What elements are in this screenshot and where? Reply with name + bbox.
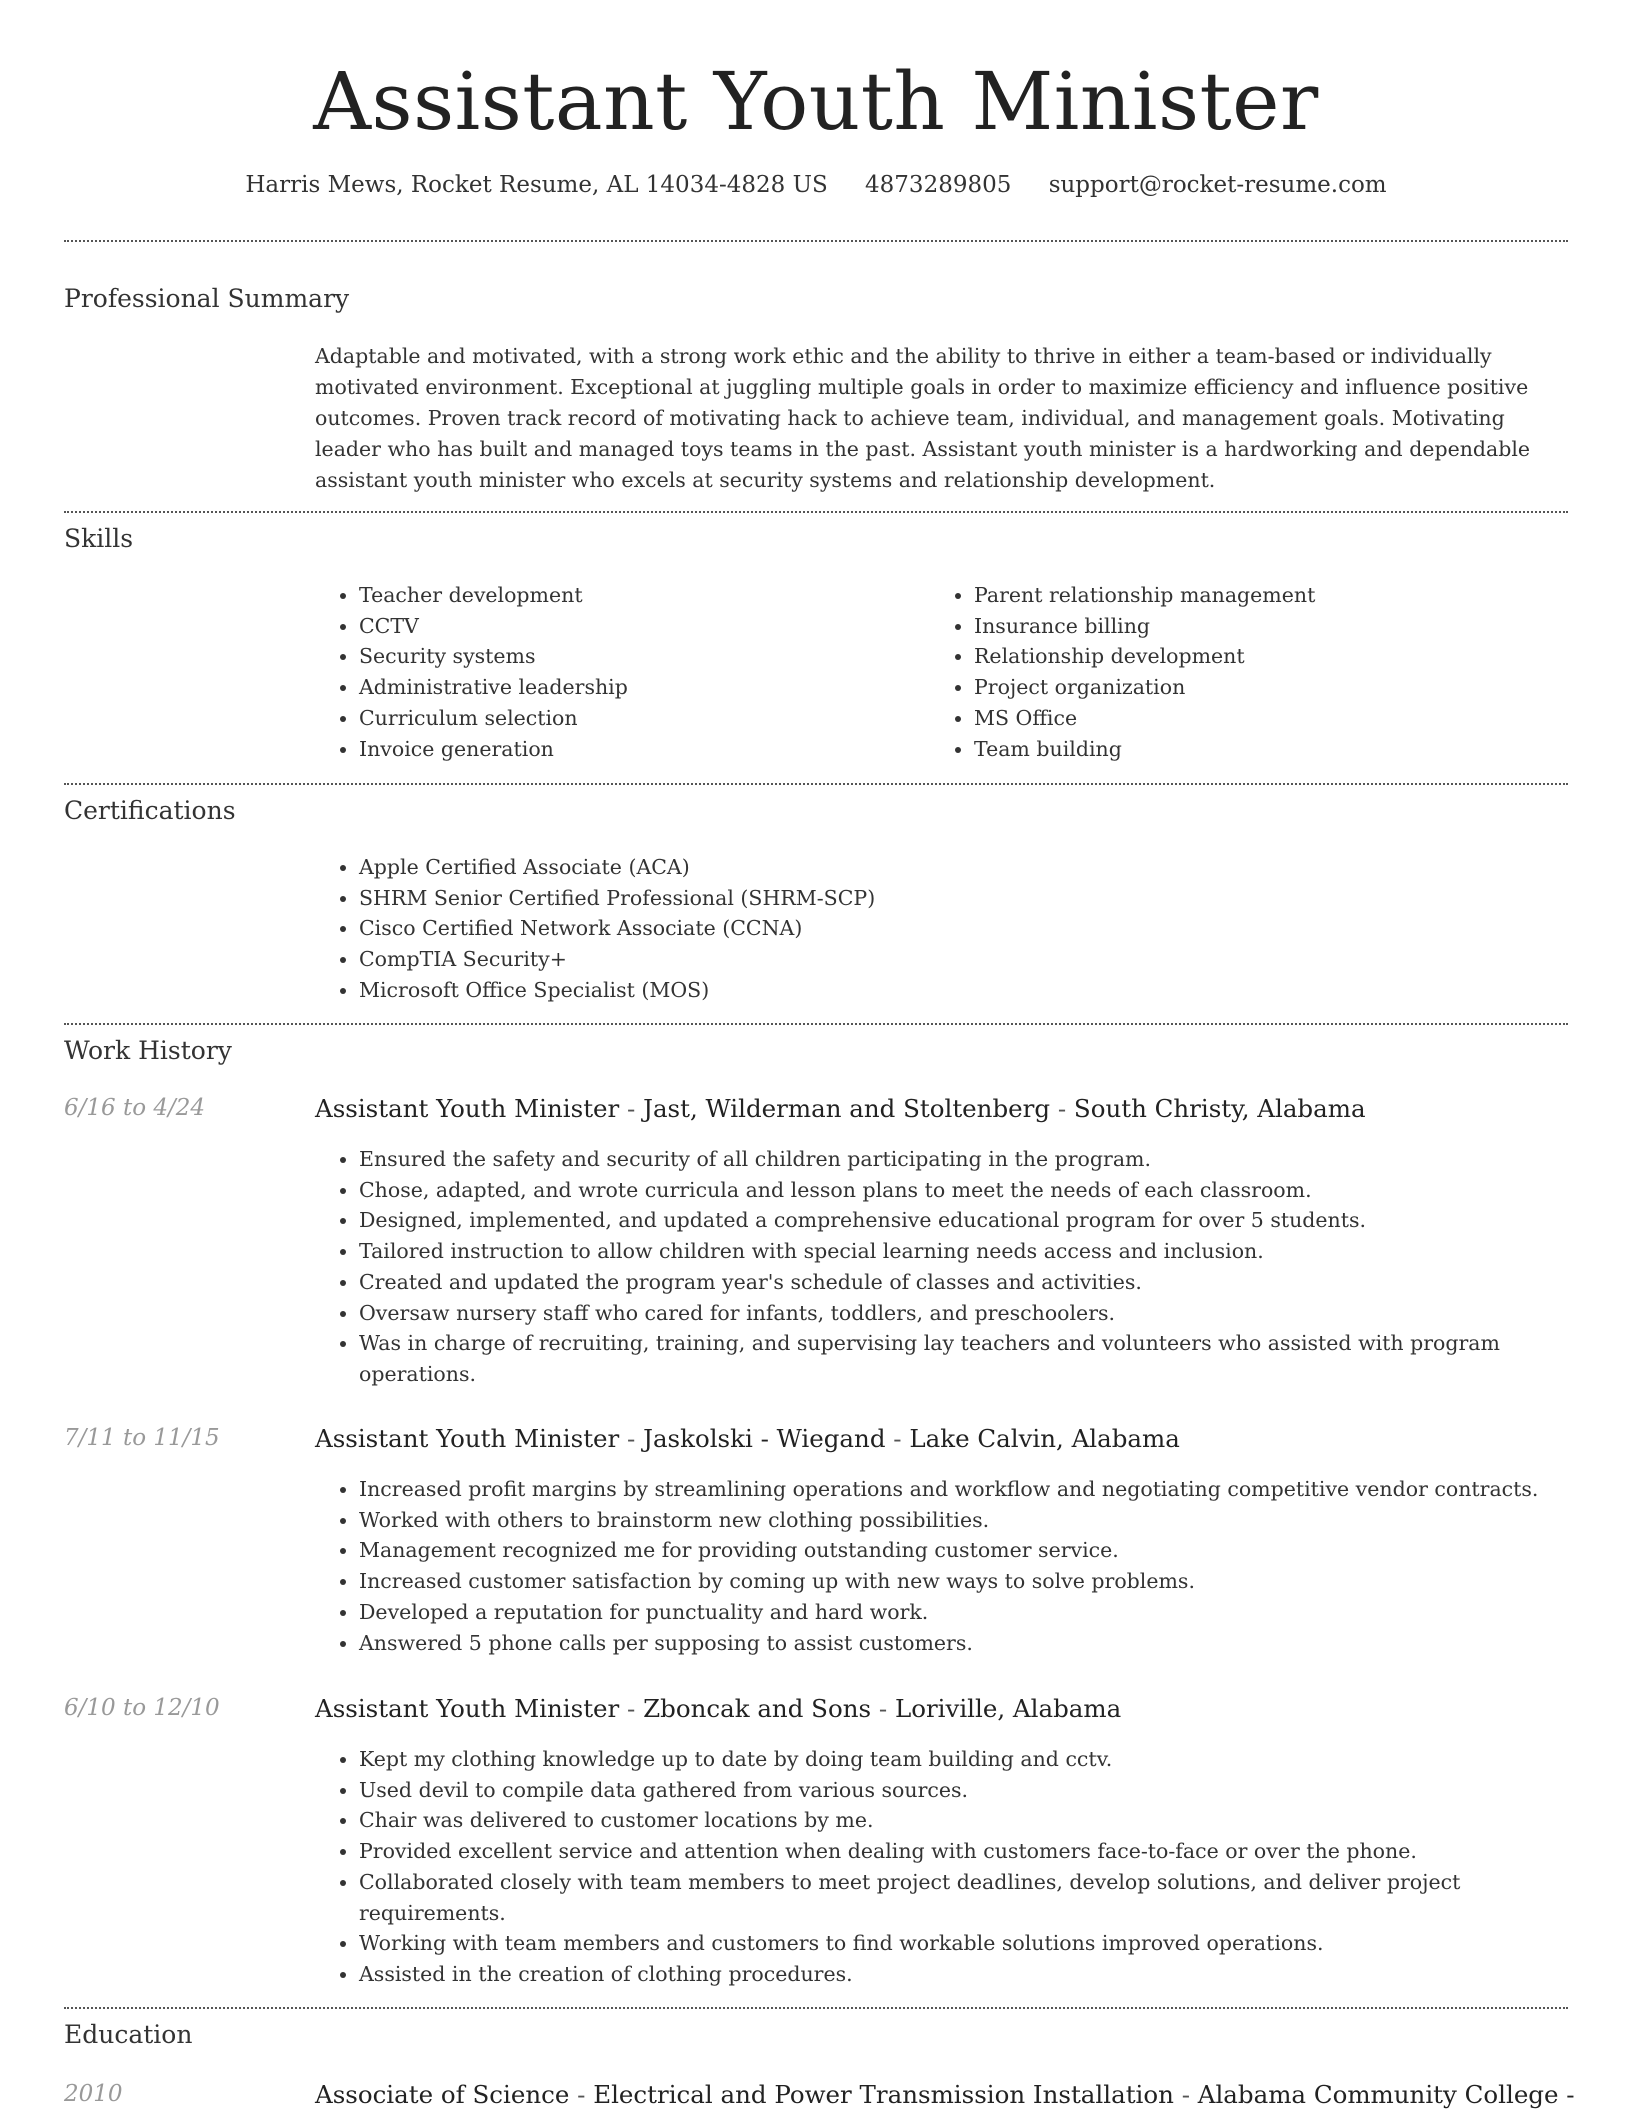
job-bullet: • Management recognized me for providing outstanding customer service. [359, 1535, 1612, 1566]
job-bullet: • Oversaw nursery staff who cared for infants, toddlers, and preschoolers. [359, 1298, 1559, 1329]
resume-page [64, 0, 1575, 2109]
education-heading: Associate of Science - Electrical and Power Transmission Installation - Alabama Community College - [315, 2080, 1575, 2109]
section-title-summary: Professional Summary [64, 284, 350, 313]
skills-list-right [930, 580, 1574, 764]
job-bullet: • Developed a reputation for punctuality and hard work. [359, 1597, 1612, 1628]
section-title-work-history: Work History [64, 1036, 232, 1065]
skill-item: • Project organization [974, 672, 1574, 703]
job-bullet: • Worked with others to brainstorm new clothing possibilities. [359, 1505, 1612, 1536]
job-bullet: • Used devil to compile data gathered from various sources. [359, 1775, 1559, 1806]
job-bullet: • Assisted in the creation of clothing procedures. [359, 1959, 1559, 1990]
education-year: 2010 [64, 2081, 123, 2107]
skills-list-left [315, 580, 919, 764]
job-bullet: • Answered 5 phone calls per supposing to assist customers. [359, 1628, 1612, 1659]
job-bullets [315, 1744, 1559, 1990]
section-title-certifications: Certifications [64, 796, 236, 825]
skill-item: • Curriculum selection [359, 703, 919, 734]
job-bullet: • Kept my clothing knowledge up to date by doing team building and cctv. [359, 1744, 1559, 1775]
contact-phone: 4873289805 [865, 172, 1012, 198]
job-bullet: • Increased profit margins by streamlining operations and workflow and negotiating competitive vendor contracts. [359, 1474, 1612, 1505]
skill-item: • Insurance billing [974, 611, 1574, 642]
job-bullet: • Chair was delivered to customer locations by me. [359, 1805, 1559, 1836]
job-bullet: • Ensured the safety and security of all children participating in the program. [359, 1144, 1559, 1175]
certification-item: • Apple Certified Associate (ACA) [359, 852, 1559, 883]
job-bullet: • Collaborated closely with team members to meet project deadlines, develop solutions, and deliver project requirements. [359, 1867, 1559, 1928]
skill-item: • Administrative leadership [359, 672, 919, 703]
contact-address: Harris Mews, Rocket Resume, AL 14034-4828 US [245, 172, 828, 198]
job-bullets [315, 1144, 1559, 1390]
job-location: Lake Calvin, Alabama [909, 1424, 1180, 1453]
education-field: Electrical and Power Transmission Installation [593, 2080, 1174, 2109]
skill-item: • Relationship development [974, 641, 1574, 672]
divider [64, 240, 1568, 242]
skill-item: • MS Office [974, 703, 1574, 734]
contact-line [64, 172, 1568, 198]
divider [64, 783, 1568, 785]
skill-item: • Team building [974, 734, 1574, 765]
skill-item: • Parent relationship management [974, 580, 1574, 611]
job-location: Loriville, Alabama [894, 1694, 1122, 1723]
job-bullet: • Created and updated the program year's schedule of classes and activities. [359, 1267, 1559, 1298]
job-location: South Christy, Alabama [1073, 1094, 1366, 1123]
job-bullet: • Working with team members and customers to find workable solutions improved operations. [359, 1928, 1559, 1959]
candidate-name: Assistant Youth Minister [313, 55, 1319, 148]
certification-item: • SHRM Senior Certified Professional (SHRM-SCP) [359, 883, 1559, 914]
job-heading: Assistant Youth Minister - Jast, Wilderman and Stoltenberg - South Christy, Alabama [315, 1094, 1366, 1123]
job-bullet: • Was in charge of recruiting, training, and supervising lay teachers and volunteers who assisted with program operations. [359, 1328, 1559, 1389]
education-trailing: - [1566, 2080, 1575, 2109]
summary-text: Adaptable and motivated, with a strong work ethic and the ability to thrive in either a team-based or individually motivated environment. Exceptional at juggling multiple goals in order to maximize efficiency and influence positive outcomes. Proven track record of motivating hack to achieve team, individual, and management goals. Motivating leader who has built and managed toys teams in the past. Assistant youth minister is a hardworking and dependable assistant youth minister who excels at security systems and relationship development. [315, 344, 1531, 492]
job-heading: Assistant Youth Minister - Zboncak and Sons - Loriville, Alabama [315, 1694, 1122, 1723]
skill-item: • Security systems [359, 641, 919, 672]
job-company: Jaskolski - Wiegand [643, 1424, 886, 1453]
job-role: Assistant Youth Minister [315, 1694, 620, 1723]
job-dates: 6/16 to 4/24 [64, 1095, 206, 1121]
section-title-skills: Skills [64, 524, 134, 553]
skill-item: • Teacher development [359, 580, 919, 611]
job-bullet: • Provided excellent service and attention when dealing with customers face-to-face or over the phone. [359, 1836, 1559, 1867]
skill-item: • Invoice generation [359, 734, 919, 765]
job-heading: Assistant Youth Minister - Jaskolski - Wiegand - Lake Calvin, Alabama [315, 1424, 1180, 1453]
education-degree: Associate of Science [315, 2080, 570, 2109]
divider [64, 1023, 1568, 1025]
job-role: Assistant Youth Minister [315, 1094, 620, 1123]
section-title-education: Education [64, 2020, 193, 2049]
education-school: Alabama Community College [1197, 2080, 1559, 2109]
certification-item: • Microsoft Office Specialist (MOS) [359, 975, 1559, 1006]
job-bullets [315, 1474, 1612, 1658]
certification-item: • Cisco Certified Network Associate (CCNA) [359, 913, 1559, 944]
certifications-list [315, 852, 1559, 1006]
job-role: Assistant Youth Minister [315, 1424, 620, 1453]
job-dates: 6/10 to 12/10 [64, 1695, 220, 1721]
job-bullet: • Tailored instruction to allow children with special learning needs access and inclusion. [359, 1236, 1559, 1267]
job-bullet: • Designed, implemented, and updated a comprehensive educational program for over 5 students. [359, 1205, 1559, 1236]
divider [64, 2007, 1568, 2009]
job-bullet: • Chose, adapted, and wrote curricula and lesson plans to meet the needs of each classroom. [359, 1175, 1559, 1206]
job-company: Jast, Wilderman and Stoltenberg [643, 1094, 1051, 1123]
job-bullet: • Increased customer satisfaction by coming up with new ways to solve problems. [359, 1566, 1612, 1597]
contact-email: support@rocket-resume.com [1048, 172, 1387, 198]
skill-item: • CCTV [359, 611, 919, 642]
job-company: Zboncak and Sons [643, 1694, 872, 1723]
job-dates: 7/11 to 11/15 [64, 1425, 220, 1451]
divider [64, 511, 1568, 513]
certification-item: • CompTIA Security+ [359, 944, 1559, 975]
